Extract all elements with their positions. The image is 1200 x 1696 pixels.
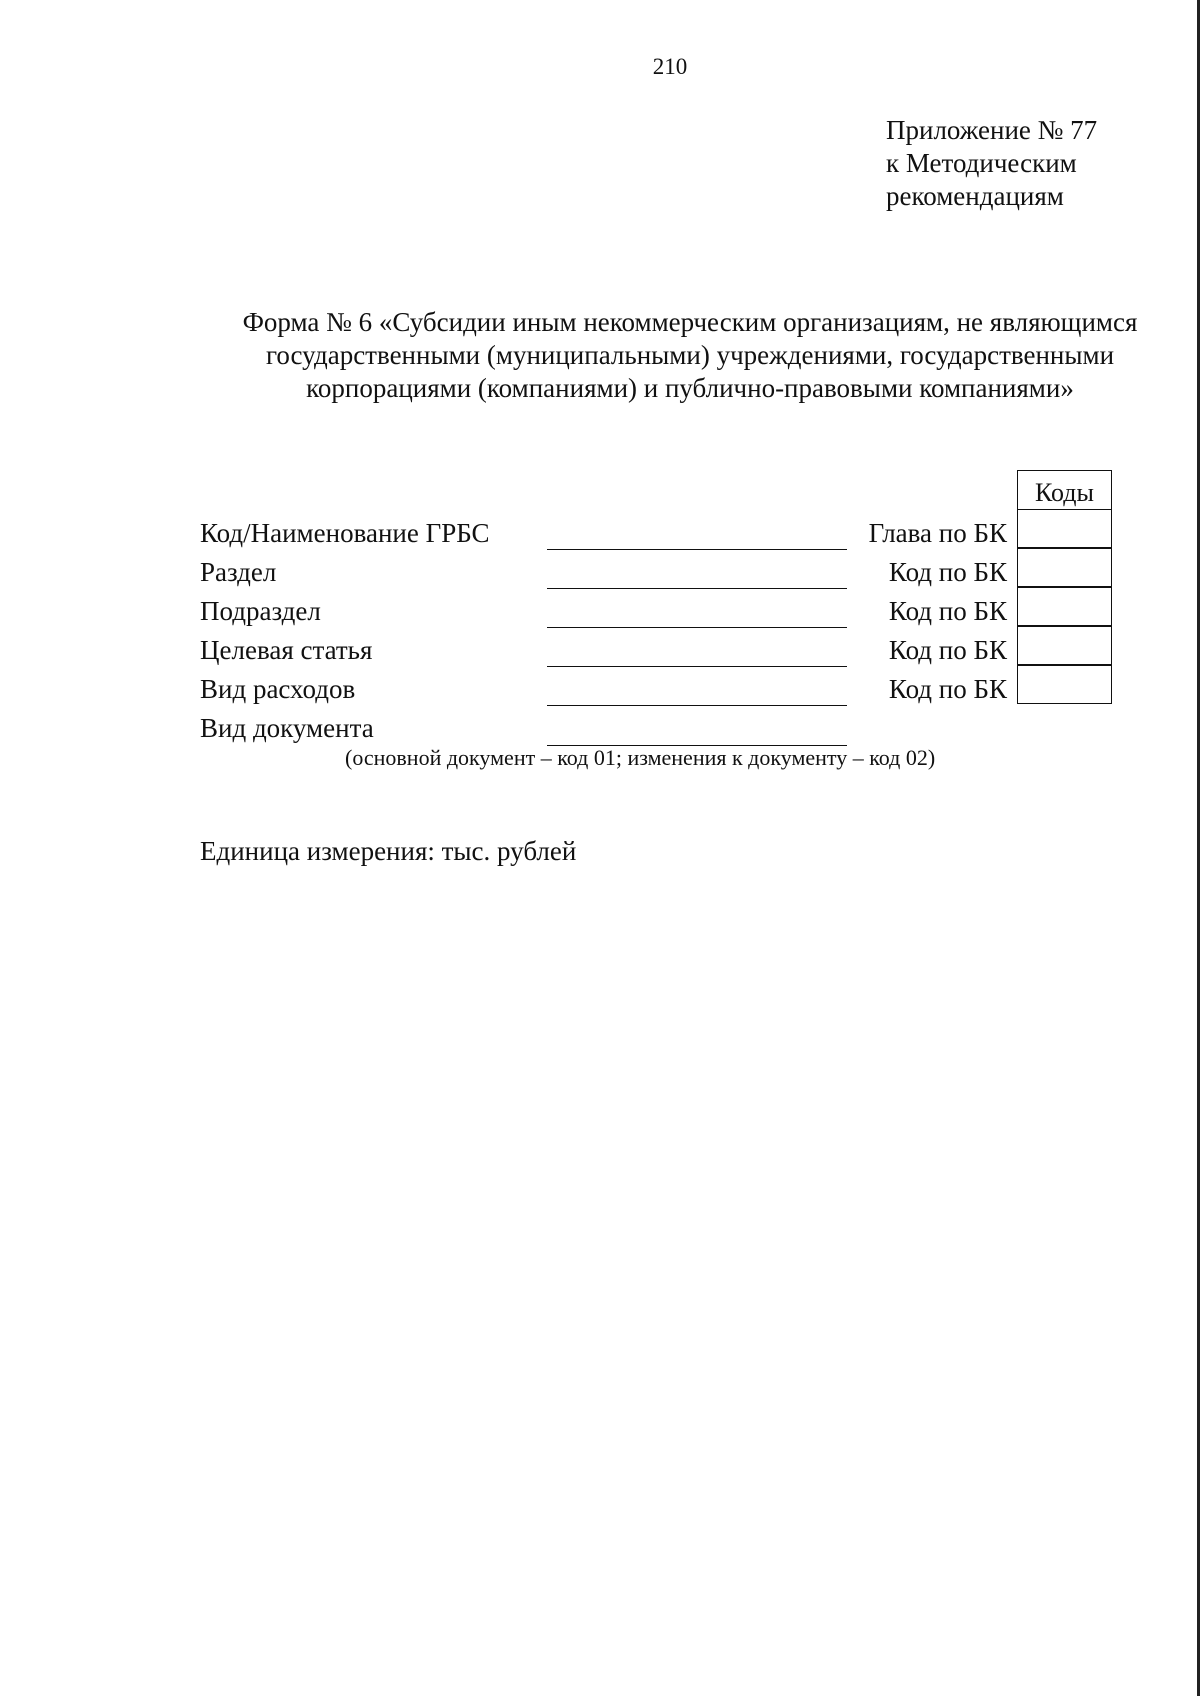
subsection-code-box[interactable]: [1017, 587, 1112, 626]
section-bk-label: Код по БК: [888, 557, 1007, 587]
appendix-line-2: к Методическим: [886, 148, 1077, 178]
target-article-field[interactable]: [547, 666, 847, 667]
grbs-name-field[interactable]: [547, 549, 847, 550]
section-field[interactable]: [547, 588, 847, 589]
target-article-label: Целевая статья: [200, 635, 373, 665]
page-number: 210: [652, 54, 688, 79]
form-title: [190, 306, 1190, 405]
expense-type-label: Вид расходов: [200, 674, 356, 704]
target-article-code-box[interactable]: [1017, 626, 1112, 665]
expense-type-field[interactable]: [547, 705, 847, 706]
grbs-code-box[interactable]: [1017, 509, 1112, 548]
grbs-bk-label: Глава по БК: [868, 518, 1007, 548]
appendix-reference: [886, 114, 1097, 213]
unit-of-measure: Единица измерения: тыс. рублей: [200, 836, 577, 866]
section-label: Раздел: [200, 557, 277, 587]
section-code-box[interactable]: [1017, 548, 1112, 587]
subsection-bk-label: Код по БК: [888, 596, 1007, 626]
form-title-line-2: государственными (муниципальными) учреждениями, государственными: [265, 340, 1115, 370]
document-type-note: (основной документ – код 01; изменения к документу – код 02): [345, 745, 936, 770]
form-title-line-1: Форма № 6 «Субсидии иным некоммерческим организациям, не являющимся: [242, 307, 1138, 337]
subsection-field[interactable]: [547, 627, 847, 628]
expense-type-bk-label: Код по БК: [888, 674, 1007, 704]
appendix-line-1: Приложение № 77: [886, 115, 1098, 145]
grbs-label: Код/Наименование ГРБС: [200, 518, 490, 548]
codes-column-header: Коды: [1017, 470, 1112, 509]
appendix-line-3: рекомендациям: [886, 181, 1064, 211]
form-title-line-3: корпорациями (компаниями) и публично-правовыми компаниями»: [306, 373, 1074, 403]
expense-type-code-box[interactable]: [1017, 665, 1112, 704]
document-type-label: Вид документа: [200, 713, 374, 743]
subsection-label: Подраздел: [200, 596, 321, 626]
target-article-bk-label: Код по БК: [888, 635, 1007, 665]
